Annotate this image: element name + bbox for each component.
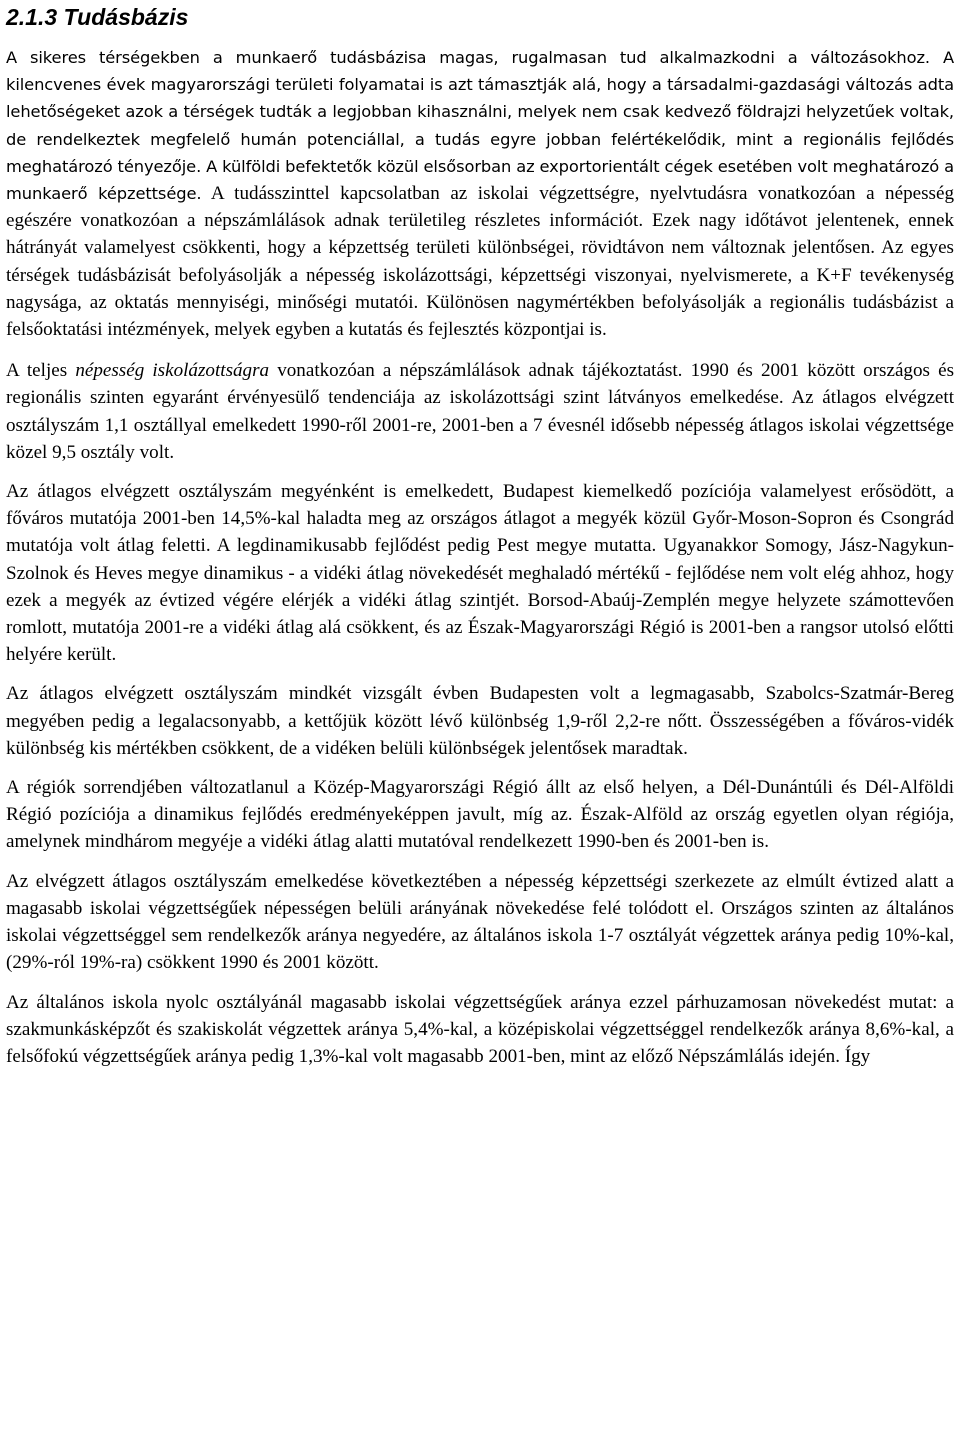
paragraph-1 [6, 44, 954, 343]
paragraph-2 [6, 357, 954, 466]
paragraph-2-emphasis: népesség iskolázottságra [75, 360, 270, 382]
document-page [6, 0, 954, 1070]
paragraph-2-before: A teljes [6, 360, 76, 382]
section-heading: 2.1.3 Tudásbázis [6, 4, 189, 30]
paragraph-1-serif-text: A tudásszinttel kapcsolatban az iskolai végzettségre, nyelvtudásra vonatkozóan a népesség egészére vonatkozóan a népszámlálások adnak területileg részletes információt. Ezek nagy időtávot jelentenek, ennek hátrányát valamelyest csökkenti, hogy a képzettség területi különbségei, rövidtávon nem változnak jelentősen. Az egyes térségek tudásbázisát befolyásolják a népesség iskolázottsági, képzettségi viszonyai, nyelvismerete, a K+F tevékenység nagysága, az oktatás mennyiségi, minőségi mutatói. Különösen nagymértékben befolyásolják a regionális tudásbázist a felsőoktatási intézmények, melyek egyben a kutatás és fejlesztés központjai is. [6, 183, 954, 341]
paragraph-7: Az általános iskola nyolc osztályánál magasabb iskolai végzettségűek aránya ezzel párhuzamosan növekedést mutat: a szakmunkásképzőt és szakiskolát végzettek aránya 5,4%-kal, a középiskolai végzettséggel rendelkezők aránya 8,6%-kal, a felsőfokú végzettségűek aránya pedig 1,3%-kal volt magasabb 2001-ben, mint az előző Népszámlálás idején. Így [6, 991, 954, 1067]
paragraph-5: A régiók sorrendjében változatlanul a Közép-Magyarországi Régió állt az első helyen, a Dél-Dunántúli és Dél-Alföldi Régió pozíciója a dinamikus fejlődés eredményeképpen javult, míg az. Észak-Alföld az ország egyetlen olyan régiója, amelynek mindhárom megyéje a vidéki átlag alatti mutatóval rendelkezett 1990-ben és 2001-ben is. [6, 777, 954, 853]
paragraph-4: Az átlagos elvégzett osztályszám mindkét vizsgált évben Budapesten volt a legmagasabb, Szabolcs-Szatmár-Bereg megyében pedig a legalacsonyabb, a kettőjük között lévő különbség 1,9-ről 2,2-re nőtt. Összességében a főváros-vidék különbség kis mértékben csökkent, de a vidéken belüli különbségek jelentősek maradtak. [6, 683, 954, 759]
paragraph-1-sans-text: A sikeres térségekben a munkaerő tudásbázisa magas, rugalmasan tud alkalmazkodni a változásokhoz. A kilencvenes évek magyarországi területi folyamatai is azt támasztják alá, hogy a társadalmi-gazdasági változás adta lehetőségeket azok a térségek tudták a legjobban kihasználni, melyek nem csak kedvező földrajzi helyzetűek voltak, de rendelkeztek megfelelő humán potenciállal, a tudás egyre jobban felértékelődik, mint a regionális fejlődés meghatározó tényezője. A külföldi befektetők közül elsősorban az exportorientált cégek esetében volt meghatározó a munkaerő képzettsége. [6, 48, 954, 204]
paragraph-6: Az elvégzett átlagos osztályszám emelkedése következtében a népesség képzettségi szerkezete az elmúlt évtized alatt a magasabb iskolai végzettségűek népességen belüli arányának növekedése felé tolódott el. Országos szinten az általános iskolai végzettséggel sem rendelkezők aránya negyedére, az általános iskola 1-7 osztályát végzettek aránya pedig 10%-kal, (29%-ról 19%-ra) csökkent 1990 és 2001 között. [6, 870, 954, 974]
paragraph-2-after: vonatkozóan a népszámlálások adnak tájékoztatást. 1990 és 2001 között országos és regionális szinten egyaránt érvényesülő tendenciája az iskolázottsági szint látványos emelkedése. Az átlagos elvégzett osztályszám 1,1 osztállyal emelkedett 1990-ről 2001-re, 2001-ben a 7 évesnél idősebb népesség átlagos iskolai végzettsége közel 9,5 osztály volt. [6, 360, 954, 463]
paragraph-3: Az átlagos elvégzett osztályszám megyénként is emelkedett, Budapest kiemelkedő pozíciója valamelyest erősödött, a főváros mutatója 2001-ben 14,5%-kal haladta meg az országos átlagot a megyék közül Győr-Moson-Sopron és Csongrád mutatója volt átlag feletti. A legdinamikusabb fejlődést pedig Pest megye mutatta. Ugyanakkor Somogy, Jász-Nagykun-Szolnok és Heves megye dinamikus - a vidéki átlag növekedését meghaladó mértékű - fejlődése nem volt elég ahhoz, hogy ezek a megyék az évtized végére elérjék a vidéki átlag szintjét. Borsod-Abaúj-Zemplén megye helyzete számottevően romlott, mutatója 2001-re a vidéki átlag alá csökkent, és az Észak-Magyarországi Régió is 2001-ben a rangsor utolsó előtti helyére került. [6, 481, 954, 666]
